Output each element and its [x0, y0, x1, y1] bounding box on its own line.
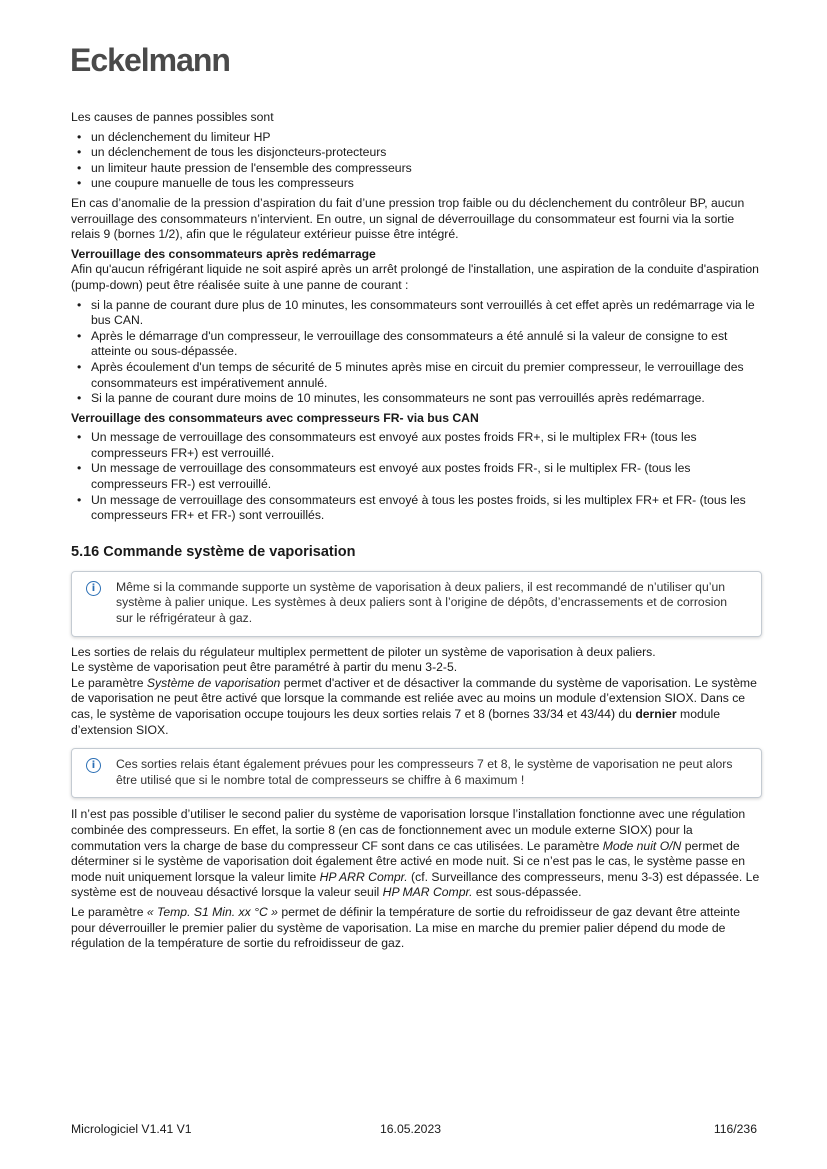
param-name: HP ARR Compr. — [319, 869, 408, 884]
text-run: permet de définir la température de sortie du refroidisseur de gaz devant être atteinte pour déverrouiller le premier palier du système de vaporisation. La mise en marche du premier palier dépend du mode de régulation de la température de sortie du refroidisseur de gaz. — [71, 904, 740, 951]
fr-heading: Verrouillage des consommateurs avec compresseurs FR- via bus CAN — [71, 410, 479, 425]
restart-list — [71, 298, 761, 407]
text-run: Le paramètre — [71, 904, 147, 919]
section-title: 5.16 Commande système de vaporisation — [71, 543, 356, 560]
footer-page-number: 116/236 — [713, 1122, 757, 1136]
relay-paragraph — [71, 645, 761, 739]
temp-paragraph — [71, 905, 761, 952]
bp-paragraph: En cas d’anomalie de la pression d’aspiration du fait d’une pression trop faible ou du déclenchement du contrôleur BP, aucun verrouillage des consommateurs n’intervient. En outre, un signal de déverrouillage du consommateur est fourni via la sortie relais 9 (bornes 1/2), afin que le régulateur extérieur puisse être intégré. — [71, 195, 745, 242]
text-line: Les sorties de relais du régulateur multiplex permettent de piloter un système de vaporisation à deux paliers. — [71, 644, 656, 659]
footer-version: Micrologiciel V1.41 V1 — [71, 1122, 192, 1136]
list-item: • Un message de verrouillage des consommateurs est envoyé aux postes froids FR-, si le multiplex FR- (tous les compresseurs FR-) est verrouillé. — [71, 461, 761, 492]
text-run: permet de déterminer si le système de vaporisation doit également être activé en mode nuit. Si ce n’est pas le cas, le système passe en mode nuit uniquement lorsque la valeur limite — [71, 838, 746, 884]
param-name: HP MAR Compr. — [382, 885, 473, 900]
causes-list — [71, 130, 761, 192]
combined-paragraph — [71, 807, 761, 901]
list-item: • un limiteur haute pression de l'ensemble des compresseurs — [71, 161, 761, 177]
text-run: permet d'activer et de désactiver la commande du système de vaporisation. Le système de vaporisation ne peut être activé que lorsque la commande est reliée avec au moins un module d’extension SIOX. Dans ce cas, le système de vaporisation occupe toujours les deux sorties relais 7 et 8 (bornes 33/34 et 43/44) du — [71, 675, 757, 721]
restart-text: Afin qu'aucun réfrigérant liquide ne soit aspiré après un arrêt prolongé de l'installation, une aspiration de la conduite d'aspiration (pump-down) peut être réalisée suite à une panne de courant : — [71, 262, 759, 292]
restart-heading: Verrouillage des consommateurs après redémarrage — [71, 246, 376, 261]
param-name: « Temp. S1 Min. xx °C » — [146, 904, 278, 919]
list-item: • un déclenchement du limiteur HP — [71, 130, 761, 146]
info-icon: i — [86, 581, 101, 596]
text-run: (cf. Surveillance des compresseurs, menu 3-3) est dépassée. Le système est de nouveau désactivé lorsque la valeur seuil — [71, 869, 760, 900]
text-run: Le paramètre — [71, 675, 147, 690]
text-run: est sous-dépassée. — [472, 885, 582, 900]
list-item: • Après écoulement d'un temps de sécurité de 5 minutes après mise en circuit du premier compresseur, le verrouillage des consommateurs est impérativement annulé. — [71, 360, 761, 391]
list-item: • Un message de verrouillage des consommateurs est envoyé à tous les postes froids, si les multiplex FR+ et FR- (tous les compresseurs FR+ et FR-) sont verrouillés. — [71, 493, 761, 524]
info-icon: i — [86, 758, 101, 773]
list-item: • Si la panne de courant dure moins de 10 minutes, les consommateurs ne sont pas verrouillés après redémarrage. — [71, 391, 761, 407]
text-run: Il n’est pas possible d’utiliser le second palier du système de vaporisation lorsque l’installation fonctionne avec une régulation combinée des compresseurs. En effet, la sortie 8 (en cas de fonctionnement avec un module externe SIOX) pour la commutation vers la charge de base du compresseur CF sont dans ce cas utilisées. Le paramètre — [71, 807, 746, 853]
list-item: • une coupure manuelle de tous les compresseurs — [71, 176, 761, 192]
list-item: • si la panne de courant dure plus de 10 minutes, les consommateurs sont verrouillés à cet effet après un redémarrage via le bus CAN. — [71, 298, 761, 329]
footer-date: 16.05.2023 — [380, 1122, 441, 1136]
causes-intro: Les causes de pannes possibles sont — [71, 110, 274, 124]
note-text: Même si la commande supporte un système de vaporisation à deux paliers, il est recommandé de n’utiliser qu’un système à palier unique. Les systèmes à deux paliers sont à l’origine de dépôts, d’encrassements et de corrosion sur le réfrigérateur à gaz. — [116, 579, 728, 626]
emphasis: dernier — [635, 707, 677, 721]
brand-logo: Eckelmann — [70, 42, 230, 78]
page-content — [71, 110, 761, 956]
fr-list — [71, 430, 761, 524]
list-item: • Un message de verrouillage des consommateurs est envoyé aux postes froids FR+, si le multiplex FR+ (tous les compresseurs FR+) est verrouillé. — [71, 430, 761, 461]
list-item: • un déclenchement de tous les disjoncteurs-protecteurs — [71, 145, 761, 161]
info-note — [71, 571, 762, 637]
param-name: Système de vaporisation — [146, 675, 281, 690]
info-note — [71, 748, 762, 798]
note-text: Ces sorties relais étant également prévues pour les compresseurs 7 et 8, le système de vaporisation ne peut alors être utilisé que si le nombre total de compresseurs se chiffre à 6 maximum ! — [116, 757, 733, 787]
param-name: Mode nuit O/N — [602, 838, 682, 853]
text-line: Le système de vaporisation peut être paramétré à partir du menu 3-2-5. — [71, 660, 458, 675]
list-item: • Après le démarrage d'un compresseur, le verrouillage des consommateurs a été annulé si la valeur de consigne to est atteinte ou sous-dépassée. — [71, 329, 761, 360]
text-run: module d’extension SIOX. — [71, 707, 721, 737]
